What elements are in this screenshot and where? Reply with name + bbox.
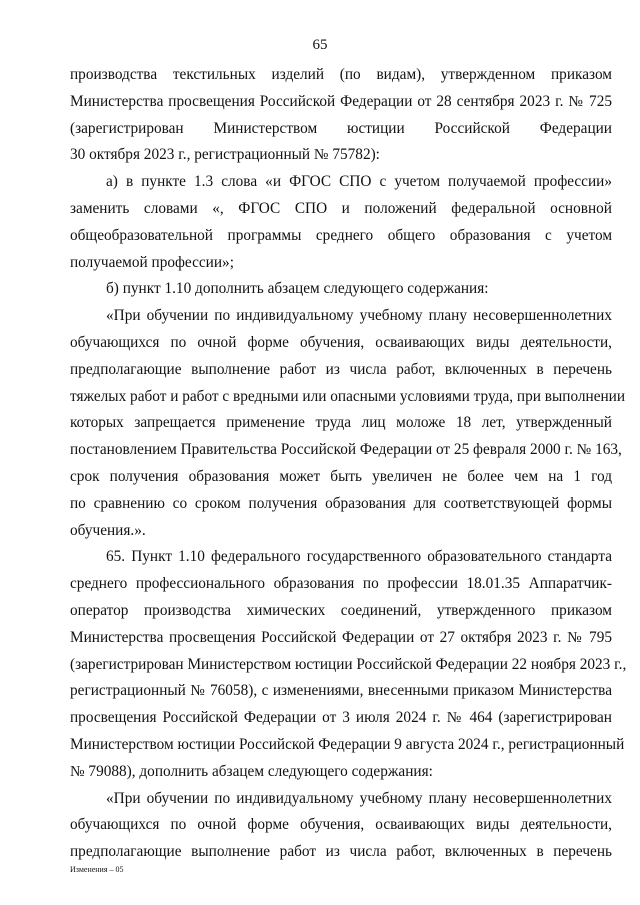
text-line: которых запрещается применение труда лиц моложе 18 лет, утвержденный	[70, 414, 612, 432]
text-line: (зарегистрирован Министерством юстиции Российской Федерации	[70, 119, 612, 137]
text-line: получаемой профессии»;	[70, 253, 234, 271]
text-line: обучающихся по очной форме обучения, осваивающих виды деятельности,	[70, 816, 612, 834]
text-line: 30 октября 2023 г., регистрационный № 75782):	[70, 146, 380, 164]
text-line: б) пункт 1.10 дополнить абзацем следующего содержания:	[106, 280, 489, 298]
document-body	[70, 62, 627, 866]
text-line: постановлением Правительства Российской Федерации от 25 февраля 2000 г. № 163,	[70, 441, 622, 459]
text-line: Министерства просвещения Российской Федерации от 27 октября 2023 г. № 795	[70, 628, 612, 646]
text-line: а) в пункте 1.3 слова «и ФГОС СПО с учетом получаемой профессии»	[106, 173, 612, 191]
text-line: тяжелых работ и работ с вредными или опасными условиями труда, при выполнении	[70, 387, 626, 405]
text-line: обучения.».	[70, 521, 146, 539]
text-line: общеобразовательной программы среднего общего образования с учетом	[70, 226, 612, 244]
text-line: Министерством юстиции Российской Федерации 9 августа 2024 г., регистрационный	[70, 735, 625, 753]
text-line: заменить словами «, ФГОС СПО и положений федеральной основной	[70, 199, 612, 217]
text-line: обучающихся по очной форме обучения, осваивающих виды деятельности,	[70, 333, 612, 351]
footer-note: Изменения – 05	[70, 865, 124, 874]
text-line: № 79088), дополнить абзацем следующего содержания:	[70, 762, 433, 780]
text-line: срок получения образования может быть увеличен не более чем на 1 год	[70, 467, 612, 485]
text-line: оператор производства химических соединений, утвержденного приказом	[70, 601, 612, 619]
text-line: предполагающие выполнение работ из числа работ, включенных в перечень	[70, 360, 612, 378]
text-line: Министерства просвещения Российской Федерации от 28 сентября 2023 г. № 725	[70, 92, 612, 110]
text-line: 65. Пункт 1.10 федерального государственного образовательного стандарта	[106, 548, 612, 566]
text-line: «При обучении по индивидуальному учебному плану несовершеннолетних	[106, 789, 612, 807]
text-line: «При обучении по индивидуальному учебному плану несовершеннолетних	[106, 307, 612, 325]
text-line: по сравнению со сроком получения образования для соответствующей формы	[70, 494, 612, 512]
page-number: 65	[312, 37, 328, 53]
text-line: (зарегистрирован Министерством юстиции Российской Федерации 22 ноября 2023 г.,	[70, 655, 627, 673]
text-line: регистрационный № 76058), с изменениями, внесенными приказом Министерства	[70, 682, 612, 700]
text-line: предполагающие выполнение работ из числа работ, включенных в перечень	[70, 843, 612, 861]
text-line: среднего профессионального образования по профессии 18.01.35 Аппаратчик-	[70, 575, 612, 593]
text-line: просвещения Российской Федерации от 3 июля 2024 г. № 464 (зарегистрирован	[70, 709, 612, 727]
text-line: производства текстильных изделий (по видам), утвержденном приказом	[70, 66, 612, 83]
